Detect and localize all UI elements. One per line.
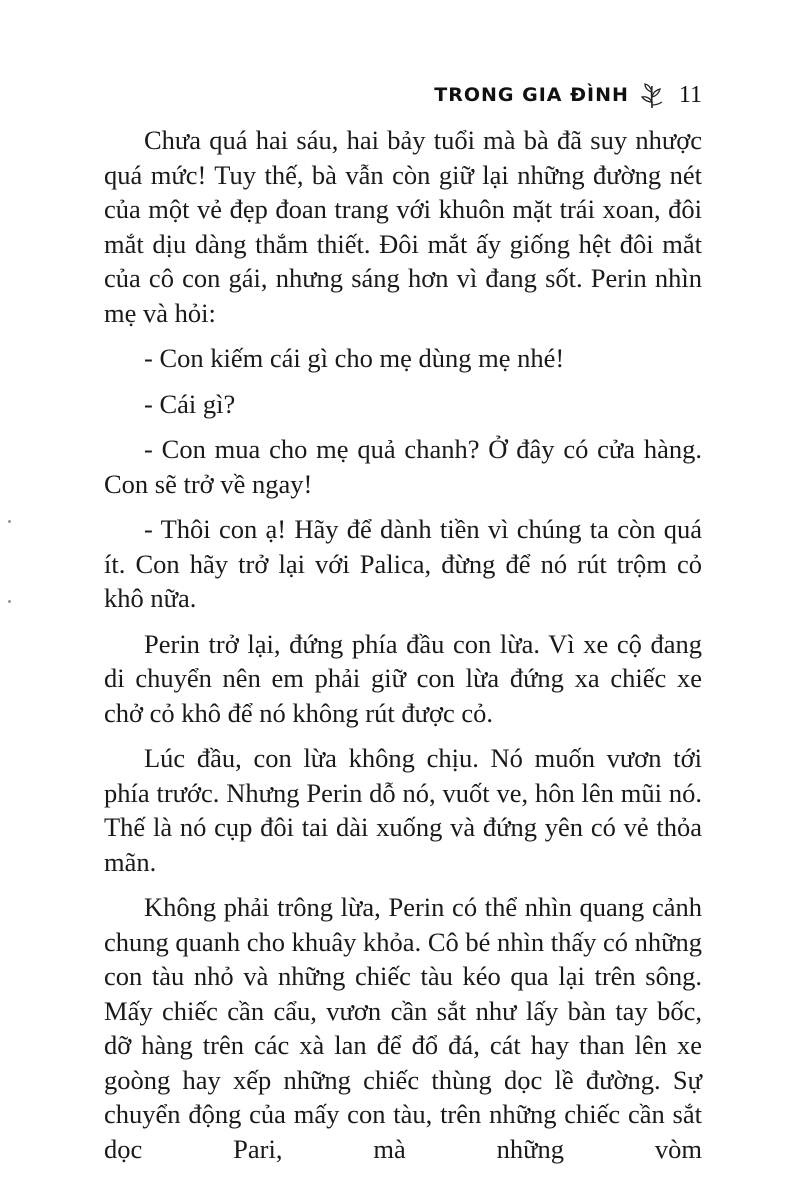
chapter-title: TRONG GIA ĐÌNH xyxy=(434,84,629,106)
paragraph: - Con mua cho mẹ quả chanh? Ở đây có cửa hàng. Con sẽ trở về ngay! xyxy=(104,434,702,499)
running-header xyxy=(434,80,702,110)
leaf-sprig-icon xyxy=(639,80,665,110)
page-number: 11 xyxy=(678,81,702,108)
paragraph: Perin trở lại, đứng phía đầu con lừa. Vì xe cộ đang di chuyển nên em phải giữ con lừa đứng xa chiếc xe chở cỏ khô để nó không rút được cỏ. xyxy=(104,628,702,728)
margin-speck xyxy=(8,520,11,523)
paragraph: - Cái gì? xyxy=(144,388,236,419)
paragraph: Chưa quá hai sáu, hai bảy tuổi mà bà đã suy nhược quá mức! Tuy thế, bà vẫn còn giữ lại những đường nét của một vẻ đẹp đoan trang với khuôn mặt trái xoan, đôi mắt dịu dàng thắm thiết. Đôi mắt ấy giống hệt đôi mắt của cô con gái, nhưng sáng hơn vì đang sốt. Perin nhìn mẹ và hỏi: xyxy=(104,125,702,328)
paragraph: - Con kiếm cái gì cho mẹ dùng mẹ nhé! xyxy=(144,343,565,373)
body-text xyxy=(104,123,702,1177)
paragraph: Lúc đầu, con lừa không chịu. Nó muốn vươn tới phía trước. Nhưng Perin dỗ nó, vuốt ve, hôn lên mũi nó. Thế là nó cụp đôi tai dài xuống và đứng yên có vẻ thỏa mãn. xyxy=(104,743,702,877)
paragraph: Không phải trông lừa, Perin có thể nhìn quang cảnh chung quanh cho khuây khỏa. Cô bé nhìn thấy có những con tàu nhỏ và những chiếc tàu kéo qua lại trên sông. Mấy chiếc cần cẩu, vươn cần sắt như lấy bàn tay bốc, dỡ hàng trên các xà lan để đổ đá, cát hay than lên xe goòng hay xếp những chiếc thùng dọc lề đường. Sự chuyển động của mấy con tàu, trên những chiếc cần sắt dọc Pari, mà những vòm xyxy=(104,892,702,1164)
paragraph: - Thôi con ạ! Hãy để dành tiền vì chúng ta còn quá ít. Con hãy trở lại với Palica, đừng để nó rút trộm cỏ khô nữa. xyxy=(104,514,702,613)
margin-speck xyxy=(8,600,11,603)
